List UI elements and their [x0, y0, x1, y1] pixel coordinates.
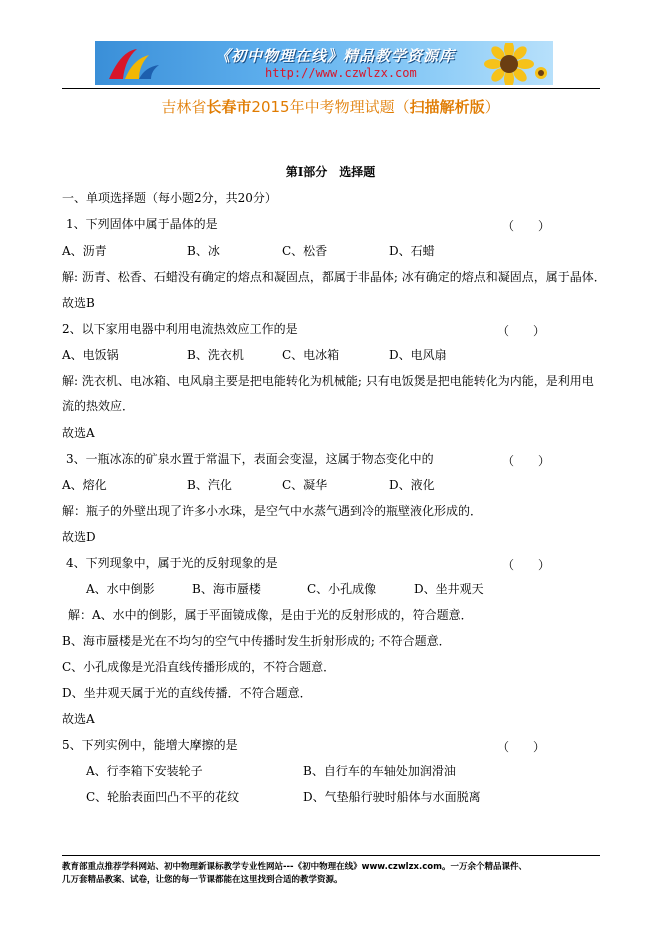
- q5-stem: 5、下列实例中，能增大摩擦的是: [62, 738, 238, 752]
- q4-explanation-line1: 解：A、水中的倒影，属于平面镜成像，是由于光的反射形成的，符合题意．: [68, 608, 473, 622]
- q2-explanation-line2: 流的热效应．: [62, 399, 135, 413]
- site-logo-icon: [103, 45, 163, 83]
- q3-answer: 故选D: [62, 530, 96, 544]
- q2-option-d: D、电风扇: [389, 348, 447, 362]
- q1-answer: 故选B: [62, 296, 95, 310]
- q2-option-a: A、电饭锅: [62, 348, 119, 362]
- footer: [62, 861, 602, 887]
- q4-explanation-line2: B、海市蜃楼是光在不均匀的空气中传播时发生折射形成的; 不符合题意．: [62, 634, 451, 648]
- q2-option-c: C、电冰箱: [282, 348, 340, 362]
- header-rule: [62, 88, 600, 89]
- q3-option-b: B、汽化: [187, 478, 232, 492]
- q2-option-b: B、洗衣机: [187, 348, 244, 362]
- banner-title: 《初中物理在线》精品教学资源库: [215, 47, 456, 65]
- q4-option-b: B、海市蜃楼: [192, 582, 261, 596]
- header-banner: [95, 41, 553, 85]
- q2-stem: 2、以下家用电器中利用电流热效应工作的是: [62, 322, 298, 336]
- q2-answer-blank: （ ）: [497, 324, 546, 338]
- q4-option-c: C、小孔成像: [307, 582, 377, 596]
- part-title: 第Ⅰ部分 选择题: [285, 165, 376, 179]
- q4-answer: 故选A: [62, 712, 95, 726]
- q3-answer-blank: （ ）: [502, 454, 551, 468]
- q1-option-a: A、沥青: [62, 244, 107, 258]
- footer-line1: 教育部重点推荐学科网站、初中物理新课标教学专业性网站---《初中物理在线》www.czwlzx.com。一万余个精品课件、: [62, 862, 527, 872]
- q1-stem: 1、下列固体中属于晶体的是: [66, 217, 218, 231]
- q3-option-c: C、凝华: [282, 478, 328, 492]
- q3-option-a: A、熔化: [62, 478, 107, 492]
- q5-option-d: D、气垫船行驶时船体与水面脱离: [303, 790, 481, 804]
- q3-stem: 3、一瓶冰冻的矿泉水置于常温下，表面会变湿，这属于物态变化中的: [66, 452, 434, 466]
- q2-answer: 故选A: [62, 426, 95, 440]
- q1-explanation: 解: 沥青、松香、石蜡没有确定的熔点和凝固点，都属于非晶体; 冰有确定的熔点和凝固点，属于晶体．: [62, 270, 606, 284]
- section-heading: 一、单项选择题（每小题2分，共20分）: [62, 191, 277, 205]
- q1-option-d: D、石蜡: [389, 244, 435, 258]
- q5-option-b: B、自行车的车轴处加润滑油: [303, 764, 456, 778]
- q4-option-a: A、水中倒影: [86, 582, 155, 596]
- q1-answer-blank: （ ）: [502, 219, 551, 233]
- q1-option-b: B、冰: [187, 244, 220, 258]
- q5-option-c: C、轮胎表面凹凸不平的花纹: [86, 790, 240, 804]
- footer-line2: 几万套精品教案、试卷，让您的每一节课都能在这里找到合适的教学资源。: [62, 875, 343, 885]
- q4-option-d: D、坐井观天: [414, 582, 484, 596]
- banner-url: http://www.czwlzx.com: [265, 66, 417, 80]
- q4-stem: 4、下列现象中，属于光的反射现象的是: [66, 556, 278, 570]
- q3-explanation: 解：瓶子的外壁出现了许多小水珠，是空气中水蒸气遇到冷的瓶壁液化形成的．: [62, 504, 483, 518]
- q4-explanation-line3: C、小孔成像是光沿直线传播形成的，不符合题意．: [62, 660, 336, 674]
- q5-answer-blank: （ ）: [497, 740, 546, 754]
- q5-option-a: A、行李箱下安装轮子: [86, 764, 203, 778]
- q1-option-c: C、松香: [282, 244, 328, 258]
- q4-answer-blank: （ ）: [502, 558, 551, 572]
- footer-rule: [62, 855, 600, 856]
- q4-explanation-line4: D、坐井观天属于光的直线传播．不符合题意．: [62, 686, 312, 700]
- q2-explanation-line1: 解: 洗衣机、电冰箱、电风扇主要是把电能转化为机械能; 只有电饭煲是把电能转化为内能，是利用电: [62, 374, 594, 388]
- sunflower-icon: [469, 43, 549, 85]
- q3-option-d: D、液化: [389, 478, 435, 492]
- document-title: 吉林省长春市2015年中考物理试题（扫描解析版）: [161, 98, 500, 116]
